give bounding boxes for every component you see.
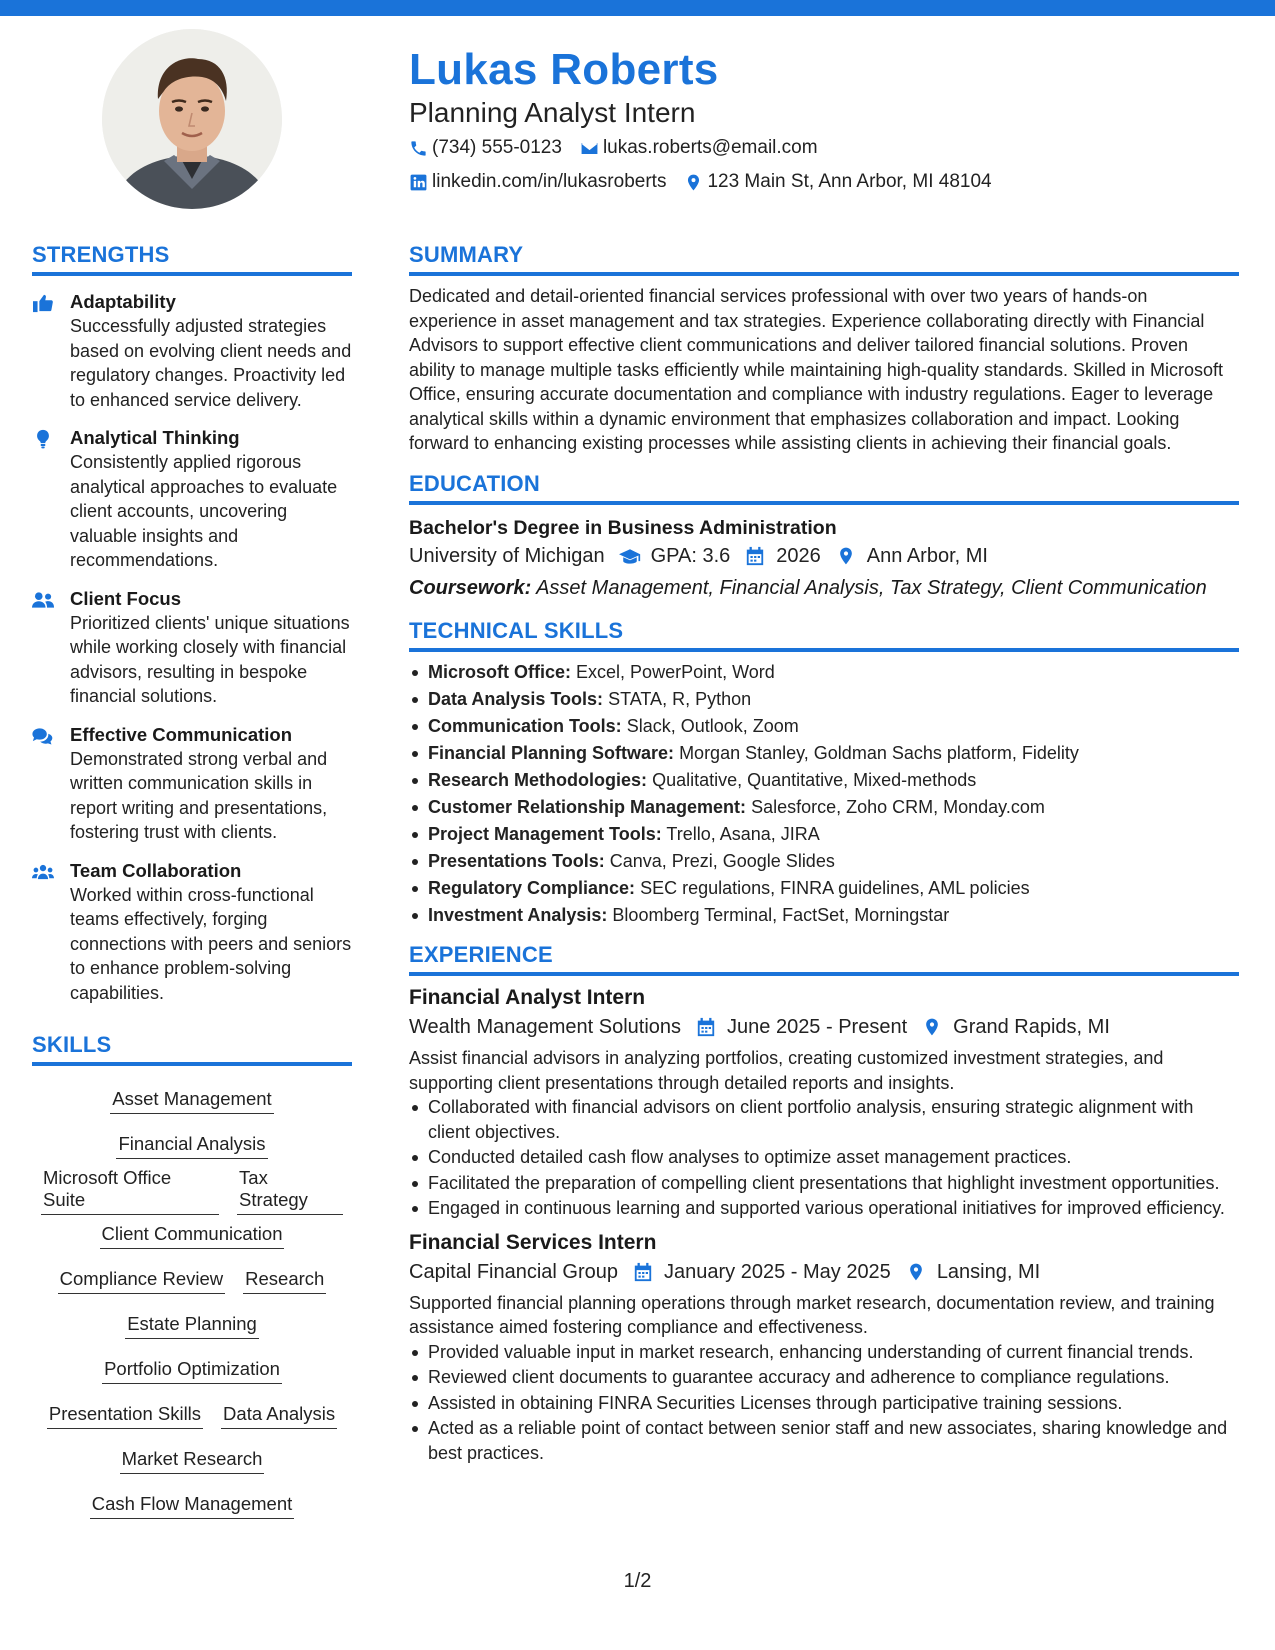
job-bullet: Collaborated with financial advisors on client portfolio analysis, ensuring strategic alignment with client objectives.: [409, 1095, 1239, 1144]
job-location: Lansing, MI: [936, 1260, 1041, 1283]
contact-row-2: [409, 166, 1229, 198]
tech-skill-value: Canva, Prezi, Google Slides: [609, 850, 835, 871]
education-section: [409, 470, 1239, 603]
strength-title: Effective Communication: [70, 723, 293, 745]
company-name: Wealth Management Solutions: [409, 1016, 682, 1038]
job-title: Financial Analyst Intern: [409, 986, 646, 1009]
job-bullet: Engaged in continuous learning and supported various operational initiatives for improved efficiency.: [409, 1196, 1239, 1221]
skill-row: [32, 1348, 352, 1393]
job-bullet: Acted as a reliable point of contact between senior staff and new associates, sharing knowledge and best practices.: [409, 1416, 1239, 1465]
skill-row: [32, 1258, 352, 1303]
strength-item: [32, 426, 352, 573]
phone-contact[interactable]: [409, 137, 562, 159]
tech-skill-label: Customer Relationship Management:: [428, 796, 747, 817]
strength-desc: Successfully adjusted strategies based on evolving client needs and regulatory changes. Proactivity led to enhanced service delivery.: [70, 316, 352, 410]
job-dates: June 2025 - Present: [727, 1016, 908, 1038]
skill-row: [32, 1213, 352, 1258]
chat-bubbles-icon: [32, 726, 54, 746]
job-entry: [409, 984, 1239, 1221]
technical-skills-heading: TECHNICAL SKILLS: [409, 617, 1239, 652]
skill-row: [32, 1393, 352, 1438]
tech-skill-label: Investment Analysis:: [428, 904, 608, 925]
map-pin-icon: [835, 546, 857, 566]
strength-item: [32, 290, 352, 412]
edu-location: Ann Arbor, MI: [866, 544, 988, 567]
job-location-item: [905, 1257, 1040, 1287]
skill-tag: Presentation Skills: [47, 1403, 203, 1429]
skill-tag: Compliance Review: [58, 1268, 225, 1294]
address-contact: [684, 171, 991, 193]
job-bullet: Reviewed client documents to guarantee accuracy and adherence to compliance regulations.: [409, 1365, 1239, 1390]
resume-header: [409, 44, 1229, 198]
tech-skill-value: Salesforce, Zoho CRM, Monday.com: [751, 796, 1045, 817]
strength-title: Team Collaboration: [70, 859, 242, 881]
job-description: Supported financial planning operations through market research, documentation review, and training assistance aimed fostering compliance and effectiveness.: [409, 1292, 1215, 1337]
skills-list: [32, 1078, 352, 1528]
graduation-cap-icon: [619, 546, 641, 566]
job-description: Assist financial advisors in analyzing portfolios, creating customized investment strategies, and supporting client presentations through detailed reports and insights.: [409, 1048, 1164, 1093]
job-bullets: [409, 1340, 1239, 1466]
skill-tag: Data Analysis: [221, 1403, 337, 1429]
job-location-item: [921, 1012, 1110, 1042]
tech-skill-item: [409, 876, 1239, 901]
grad-year: 2026: [776, 544, 821, 567]
tech-skill-item: [409, 660, 1239, 685]
email-contact[interactable]: [580, 137, 818, 159]
candidate-title: Planning Analyst Intern: [409, 97, 696, 128]
profile-photo: [102, 29, 282, 209]
job-bullets: [409, 1095, 1239, 1221]
strength-title: Adaptability: [70, 291, 176, 312]
map-pin-icon: [921, 1017, 943, 1037]
tech-skill-value: Trello, Asana, JIRA: [666, 823, 820, 844]
job-bullet: Facilitated the preparation of compelling client presentations that highlight investment opportunities.: [409, 1171, 1239, 1196]
users-icon: [32, 590, 54, 610]
skill-tag: Portfolio Optimization: [102, 1358, 282, 1384]
skill-tag: Financial Analysis: [116, 1133, 267, 1159]
year-item: [744, 541, 821, 571]
left-column: [32, 241, 352, 1528]
tech-skill-item: [409, 687, 1239, 712]
job-bullet: Provided valuable input in market research, enhancing understanding of current financial trends.: [409, 1340, 1239, 1365]
team-icon: [32, 862, 54, 882]
skills-heading: SKILLS: [32, 1031, 352, 1066]
lightbulb-icon: [32, 429, 54, 449]
calendar-icon: [632, 1262, 654, 1282]
edu-location-item: [835, 541, 988, 571]
skill-tag: Market Research: [120, 1448, 265, 1474]
calendar-icon: [744, 546, 766, 566]
job-meta: [409, 1012, 1239, 1042]
summary-text: Dedicated and detail-oriented financial services professional with over two years of hands-on experience in asset management and tax strategies. Experience collaborating directly with Financial Advisors to support effective client communications and deliver tailored financial solutions. Proven ability to manage multiple tasks efficiently while maintaining high-quality standards. Skilled in Microsoft Office, ensuring accurate documentation and compliance with industry regulations. Eager to leverage analytical skills within a dynamic environment that emphasizes collaboration and impact. Looking forward to enhancing existing processes while assisting clients in achieving their financial goals.: [409, 286, 1224, 453]
skill-row: [32, 1438, 352, 1483]
tech-skill-item: [409, 714, 1239, 739]
skill-tag: Research: [243, 1268, 326, 1294]
job-location: Grand Rapids, MI: [953, 1016, 1110, 1038]
tech-skill-value: STATA, R, Python: [608, 688, 752, 709]
right-column: [409, 241, 1239, 1466]
job-dates: January 2025 - May 2025: [664, 1260, 891, 1283]
tech-skill-label: Project Management Tools:: [428, 823, 662, 844]
address-text: 123 Main St, Ann Arbor, MI 48104: [707, 171, 992, 192]
strength-desc: Consistently applied rigorous analytical approaches to evaluate client accounts, uncovering valuable insights and recommendations.: [70, 452, 338, 570]
tech-skill-item: [409, 795, 1239, 820]
skill-tag: Estate Planning: [125, 1313, 259, 1339]
gpa-item: [619, 541, 731, 571]
tech-skill-item: [409, 822, 1239, 847]
skill-tag: Cash Flow Management: [90, 1493, 295, 1519]
contact-row-1: [409, 132, 1229, 164]
education-heading: EDUCATION: [409, 470, 1239, 505]
strength-item: [32, 859, 352, 1006]
linkedin-contact[interactable]: [409, 171, 666, 193]
tech-skill-value: Bloomberg Terminal, FactSet, Morningstar: [612, 904, 950, 925]
skill-row: [32, 1483, 352, 1528]
school-name: University of Michigan: [409, 544, 605, 567]
map-pin-icon: [905, 1262, 927, 1282]
strength-desc: Demonstrated strong verbal and written communication skills in report writing and presentations, fostering trust with clients.: [70, 748, 328, 842]
technical-skills-list: [409, 660, 1239, 928]
skill-tag: Client Communication: [100, 1223, 285, 1249]
strength-desc: Prioritized clients' unique situations while working closely with financial advisors, resulting in bespoke financial solutions.: [70, 612, 350, 706]
coursework-text: Asset Management, Financial Analysis, Tax Strategy, Client Communication: [536, 576, 1207, 599]
experience-section: [409, 941, 1239, 1465]
tech-skill-label: Microsoft Office:: [428, 661, 572, 682]
envelope-icon: [580, 139, 599, 158]
tech-skill-item: [409, 903, 1239, 928]
company-name: Capital Financial Group: [409, 1260, 618, 1283]
coursework: [409, 573, 1239, 603]
strength-title: Client Focus: [70, 587, 182, 609]
skill-row: [32, 1303, 352, 1348]
degree-title: Bachelor's Degree in Business Administration: [409, 516, 837, 539]
experience-heading: EXPERIENCE: [409, 941, 1239, 976]
job-title: Financial Services Intern: [409, 1230, 657, 1254]
job-bullet: Assisted in obtaining FINRA Securities Licenses through participative training sessions.: [409, 1391, 1239, 1416]
tech-skill-value: Qualitative, Quantitative, Mixed-methods: [652, 769, 977, 790]
strength-item: [32, 587, 352, 709]
linkedin-icon: [409, 173, 428, 192]
page-indicator: 1/2: [623, 1570, 652, 1592]
tech-skill-value: Slack, Outlook, Zoom: [626, 715, 799, 736]
thumbs-up-icon: [32, 293, 54, 313]
tech-skill-value: SEC regulations, FINRA guidelines, AML policies: [640, 877, 1030, 898]
calendar-icon: [695, 1017, 717, 1037]
tech-skill-label: Financial Planning Software:: [428, 742, 675, 763]
tech-skill-label: Research Methodologies:: [428, 769, 648, 790]
phone-text: (734) 555-0123: [432, 137, 562, 158]
profile-photo-image: [102, 29, 282, 209]
tech-skill-item: [409, 849, 1239, 874]
tech-skill-label: Data Analysis Tools:: [428, 688, 604, 709]
tech-skill-label: Presentations Tools:: [428, 850, 605, 871]
linkedin-text: linkedin.com/in/lukasroberts: [432, 171, 667, 192]
job-entry: [409, 1229, 1239, 1466]
top-accent-bar: [0, 0, 1275, 16]
skill-row: [32, 1078, 352, 1123]
job-bullet: Conducted detailed cash flow analyses to optimize asset management practices.: [409, 1145, 1239, 1170]
skill-row: [32, 1123, 352, 1168]
strengths-heading: STRENGTHS: [32, 241, 352, 276]
candidate-name: Lukas Roberts: [409, 45, 719, 94]
skill-tag: Asset Management: [110, 1088, 273, 1114]
tech-skill-label: Communication Tools:: [428, 715, 622, 736]
tech-skill-value: Morgan Stanley, Goldman Sachs platform, Fidelity: [679, 742, 1079, 763]
summary-heading: SUMMARY: [409, 241, 1239, 276]
phone-icon: [409, 139, 428, 158]
tech-skill-label: Regulatory Compliance:: [428, 877, 636, 898]
job-meta: [409, 1257, 1239, 1287]
skill-tag: Microsoft Office Suite: [41, 1167, 219, 1215]
tech-skill-value: Excel, PowerPoint, Word: [576, 661, 775, 682]
tech-skill-item: [409, 768, 1239, 793]
job-dates-item: [632, 1257, 891, 1287]
gpa-text: GPA: 3.6: [650, 544, 731, 567]
strength-desc: Worked within cross-functional teams effectively, forging connections with peers and seniors to enhance problem-solving capabilities.: [70, 884, 352, 1003]
tech-skill-item: [409, 741, 1239, 766]
email-text: lukas.roberts@email.com: [602, 137, 818, 158]
job-dates-item: [695, 1012, 907, 1042]
strength-title: Analytical Thinking: [70, 427, 240, 448]
skill-tag: Tax Strategy: [237, 1167, 343, 1215]
coursework-label: Coursework:: [409, 576, 532, 599]
education-meta: [409, 541, 1239, 571]
technical-skills-section: [409, 617, 1239, 928]
map-pin-icon: [684, 173, 703, 192]
strength-item: [32, 723, 352, 845]
skill-row: [32, 1168, 352, 1213]
